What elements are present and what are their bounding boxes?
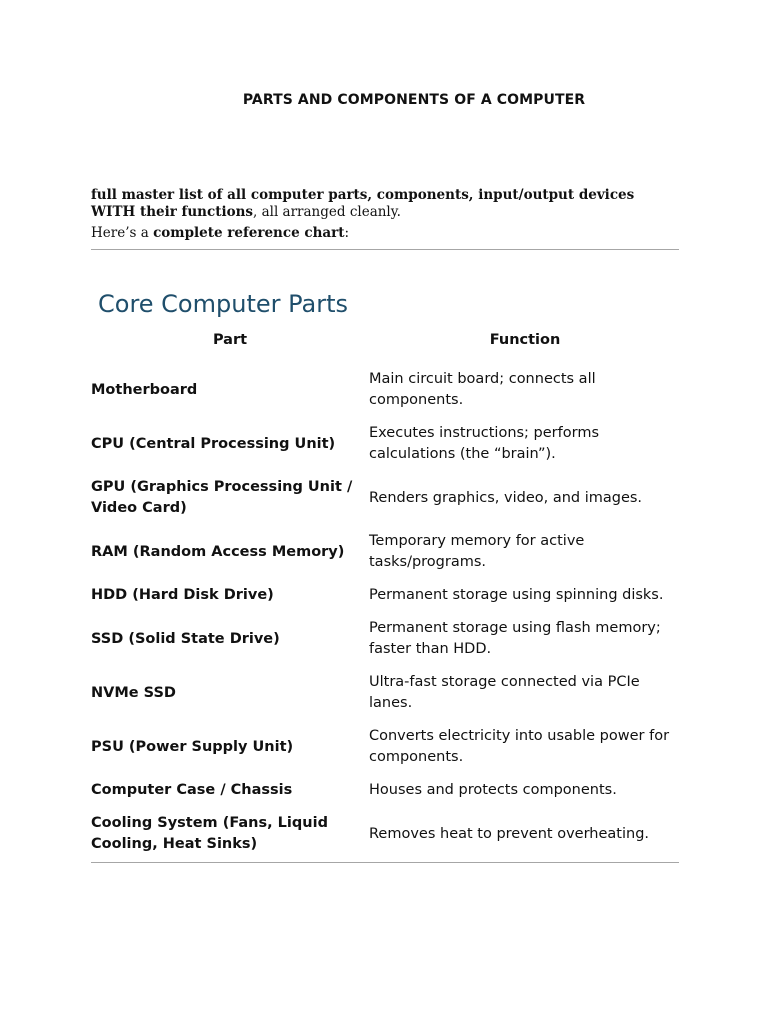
part-function: Permanent storage using spinning disks. (369, 587, 664, 603)
part-name: Computer Case / Chassis (91, 782, 293, 798)
table-header-row (91, 328, 681, 363)
part-name: PSU (Power Supply Unit) (91, 738, 294, 755)
intro-text (91, 187, 681, 242)
intro-line2-suffix: : (344, 225, 350, 241)
intro-line2-bold: complete reference chart (153, 225, 345, 241)
part-function: Executes instructions; performs calculations (the “brain”). (369, 425, 600, 462)
part-function: Converts electricity into usable power for components. (369, 728, 670, 765)
table-row (91, 471, 681, 525)
part-name: NVMe SSD (91, 684, 176, 701)
table-row (91, 666, 681, 720)
part-name: RAM (Random Access Memory) (91, 543, 345, 560)
column-header-part: Part (212, 332, 248, 348)
part-function: Removes heat to prevent overheating. (369, 825, 650, 842)
table-row (91, 807, 681, 861)
part-function: Permanent storage using flash memory; faster than HDD. (369, 620, 661, 657)
top-divider (91, 249, 679, 250)
intro-bold-lead: full master list of all computer parts, components, input/output devices WITH their functions (91, 187, 635, 220)
part-name: CPU (Central Processing Unit) (91, 435, 336, 452)
parts-table (91, 328, 681, 861)
part-function: Houses and protects components. (369, 782, 617, 798)
part-name: HDD (Hard Disk Drive) (91, 587, 274, 603)
table-row (91, 363, 681, 417)
table-row (91, 579, 681, 612)
table-row (91, 774, 681, 807)
part-name: Cooling System (Fans, Liquid Cooling, Heat Sinks) (91, 815, 328, 852)
table-row (91, 612, 681, 666)
part-function: Main circuit board; connects all components. (369, 371, 596, 408)
table-row (91, 720, 681, 774)
intro-line-2 (91, 225, 681, 242)
section-heading: Core Computer Parts (98, 290, 348, 318)
part-function: Renders graphics, video, and images. (369, 489, 643, 506)
intro-line2-prefix: Here’s a (91, 225, 154, 241)
part-function: Ultra-fast storage connected via PCIe lanes. (369, 674, 640, 711)
bottom-divider (91, 862, 679, 863)
intro-line-1 (91, 187, 681, 221)
part-name: Motherboard (91, 381, 198, 398)
column-header-function: Function (489, 332, 561, 348)
document-title: PARTS AND COMPONENTS OF A COMPUTER (242, 92, 586, 108)
part-function: Temporary memory for active tasks/programs. (369, 533, 585, 570)
part-name: SSD (Solid State Drive) (91, 630, 280, 647)
part-name: GPU (Graphics Processing Unit / Video Card) (91, 479, 353, 516)
intro-rest: , all arranged cleanly. (253, 204, 401, 220)
table-row (91, 525, 681, 579)
table-row (91, 417, 681, 471)
